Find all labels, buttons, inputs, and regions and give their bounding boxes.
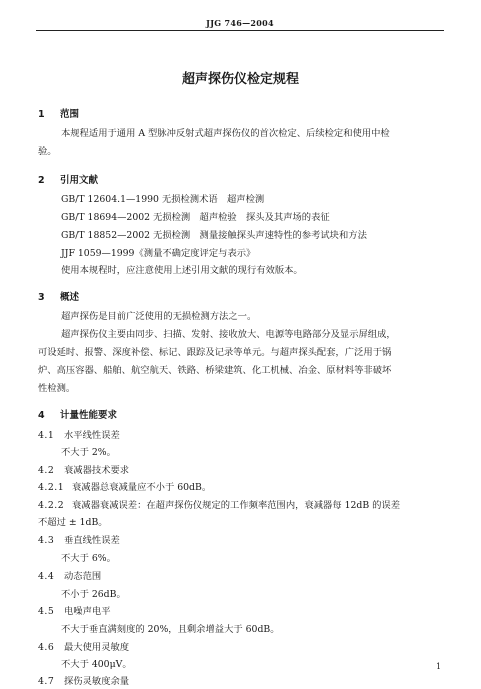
clause-label: 最大使用灵敏度 (64, 642, 130, 653)
section-title: 概述 (60, 292, 80, 303)
clause-4-3 (38, 535, 120, 546)
clause-continuation: 不超过 ± 1dB。 (38, 517, 108, 528)
paragraph-line: 超声探伤是目前广泛使用的无损检测方法之一。 (61, 311, 257, 322)
reference-item: GB/T 12604.1—1990 无损检测术语 超声检测 (61, 194, 265, 205)
clause-label: 水平线性误差 (64, 430, 120, 441)
paragraph-line: 可设延时、报警、深度补偿、标记、跟踪及记录等单元。与超声探头配套，广泛用于锅 (38, 347, 392, 358)
clause-number: 4.5 (38, 606, 55, 617)
clause-4-4 (38, 571, 101, 582)
clause-label: 衰减器总衰减量应不小于 60dB。 (72, 482, 212, 493)
clause-label: 电噪声电平 (64, 606, 111, 617)
section-heading-overview (38, 289, 79, 303)
clause-number: 4.1 (38, 430, 55, 441)
clause-number: 4.2 (38, 465, 55, 476)
clause-number: 4.7 (38, 676, 55, 687)
clause-label: 衰减器技术要求 (64, 465, 130, 476)
clause-4-7 (38, 676, 129, 687)
paragraph-line: 本规程适用于通用 A 型脉冲反射式超声探伤仪的首次检定、后续检定和使用中检 (61, 128, 390, 139)
running-header: JJG 746—2004 (206, 18, 274, 28)
clause-4-2-2 (38, 500, 400, 511)
clause-label: 垂直线性误差 (64, 535, 120, 546)
clause-4-6 (38, 642, 129, 653)
paragraph-line: 性检测。 (38, 383, 76, 394)
clause-number: 4.4 (38, 571, 55, 582)
clause-4-5 (38, 606, 111, 617)
section-title: 范围 (60, 109, 80, 120)
paragraph-line: 超声探伤仪主要由同步、扫描、发射、接收放大、电源等电路部分及显示屏组成， (61, 329, 396, 340)
paragraph-line: 使用本规程时，应注意使用上述引用文献的现行有效版本。 (61, 265, 303, 276)
clause-label: 探伤灵敏度余量 (64, 676, 130, 687)
document-title: 超声探伤仪检定规程 (181, 72, 299, 87)
section-number: 4 (38, 410, 45, 421)
reference-item: GB/T 18852—2002 无损检测 测量接触探头声速特性的参考试块和方法 (61, 230, 367, 241)
section-heading-scope (38, 106, 79, 120)
section-number: 1 (38, 109, 45, 120)
section-title: 计量性能要求 (60, 410, 118, 421)
clause-label: 动态范围 (64, 571, 102, 582)
section-title: 引用文献 (60, 175, 99, 186)
page-number: 1 (436, 662, 442, 671)
section-number: 3 (38, 292, 45, 303)
reference-item: JJF 1059—1999《测量不确定度评定与表示》 (61, 248, 256, 259)
clause-text: 不大于 6%。 (61, 553, 116, 564)
clause-number: 4.3 (38, 535, 55, 546)
clause-text: 不大于 400μV。 (61, 659, 132, 670)
clause-text: 不大于垂直满刻度的 20%，且剩余增益大于 60dB。 (61, 624, 280, 635)
paragraph-line: 验。 (38, 146, 57, 157)
section-heading-references (38, 172, 98, 186)
clause-text: 不大于 2%。 (61, 447, 116, 458)
clause-label: 衰减器衰减误差：在超声探伤仪规定的工作频率范围内，衰减器每 12dB 的误差 (72, 500, 401, 511)
section-heading-metrology (38, 407, 117, 421)
section-number: 2 (38, 175, 45, 186)
clause-4-2 (38, 465, 129, 476)
reference-item: GB/T 18694—2002 无损检测 超声检验 探头及其声场的表征 (61, 212, 330, 223)
clause-text: 不小于 26dB。 (61, 589, 126, 600)
clause-number: 4.2.2 (38, 500, 65, 511)
clause-number: 4.6 (38, 642, 55, 653)
header-rule (36, 30, 444, 31)
clause-4-1 (38, 430, 120, 441)
paragraph-line: 炉、高压容器、船舶、航空航天、铁路、桥梁建筑、化工机械、冶金、原材料等非破坏 (38, 365, 392, 376)
clause-4-2-1 (38, 482, 211, 493)
clause-number: 4.2.1 (38, 482, 65, 493)
